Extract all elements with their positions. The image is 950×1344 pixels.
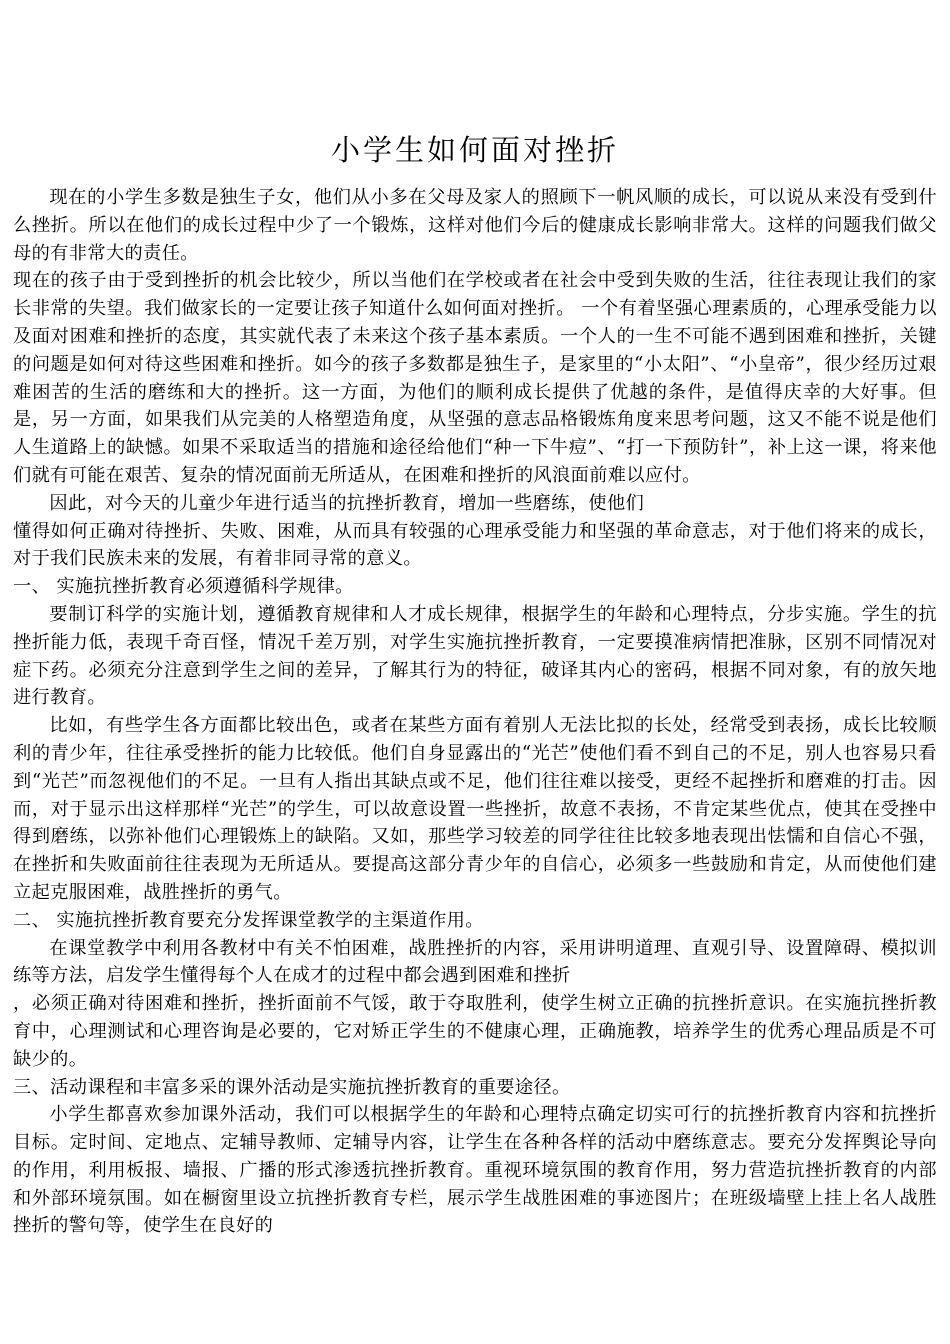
paragraph-children-setbacks: 现在的孩子由于受到挫折的机会比较少，所以当他们在学校或者在社会中受到失败的生活，往往表现让我们的家长非常的失望。我们做家长的一定要让孩子知道什么如何面对挫折。 一个有着坚强心理素质的，心理承受能力以及面对困难和挫折的态度，其实就代表了未来这个孩子基本素质。一个人的一生不可能不遇到困难和挫折，关键的问题是如何对待这些困难和挫折。如今的孩子多数都是独生子，是家里的“小太阳”、“小皇帝”，很少经历过艰难困苦的生活的磨练和大的挫折。这一方面，为他们的顺利成长提供了优越的条件，是值得庆幸的大好事。但是，另一方面，如果我们从完美的人格塑造角度，从坚强的意志品格锻炼角度来思考问题，这又不能不说是他们人生道路上的缺憾。如果不采取适当的措施和途径给他们“种一下牛痘”、“打一下预防针”，补上这一课，将来他们就有可能在艰苦、复杂的情况面前无所适从，在困难和挫折的风浪面前难以应付。 — [13, 270, 937, 486]
document-page — [13, 128, 937, 1240]
paragraph-example: 比如，有些学生各方面都比较出色，或者在某些方面有着别人无法比拟的长处，经常受到表扬，成长比较顺利的青少年，往往承受挫折的能力比较低。他们自身显露出的“光芒”使他们看不到自己的不足，别人也容易只看到“光芒”而忽视他们的不足。一旦有人指出其缺点或不足，他们往往难以接受，更经不起挫折和磨难的打击。因而，对于显示出这样那样“光芒”的学生，可以故意设置一些挫折，故意不表扬，不肯定某些优点，使其在受挫中得到磨练，以弥补他们心理锻炼上的缺陷。又如，那些学习较差的同学往往比较多地表现出怯懦和自信心不强，在挫折和失败面前往往表现为无所适从。要提高这部分青少年的自信心，必须多一些鼓励和肯定，从而使他们建立起克服困难，战胜挫折的勇气。 — [13, 715, 937, 903]
document-title: 小学生如何面对挫折 — [330, 133, 619, 167]
paragraph-significance: 懂得如何正确对待挫折、失败、困难，从而具有较强的心理承受能力和坚强的革命意志，对于他们将来的成长，对于我们民族未来的发展，有着非同寻常的意义。 — [13, 520, 937, 570]
paragraph-intro: 现在的小学生多数是独生子女，他们从小多在父母及家人的照顾下一帆风顺的成长，可以说从来没有受到什么挫折。所以在他们的成长过程中少了一个锻炼，这样对他们今后的健康成长影响非常大。这样的问题我们做父母的有非常大的责任。 — [13, 187, 937, 264]
paragraph-activities: 小学生都喜欢参加课外活动，我们可以根据学生的年龄和心理特点确定切实可行的抗挫折教育内容和抗挫折目标。定时间、定地点、定辅导教师、定辅导内容，让学生在各种各样的活动中磨练意志。要充分发挥舆论导向的作用，利用板报、墙报、广播的形式渗透抗挫折教育。重视环境氛围的教育作用，努力营造抗挫折教育的内部和外部环境氛围。如在橱窗里设立抗挫折教育专栏，展示学生战胜困难的事迹图片；在班级墙壁上挂上名人战胜挫折的警句等，使学生在良好的 — [13, 1104, 937, 1237]
section-heading-1: 一、 实施抗挫折教育必须遵循科学规律。 — [13, 576, 354, 598]
paragraph-plan: 要制订科学的实施计划，遵循教育规律和人才成长规律，根据学生的年龄和心理特点，分步实施。学生的抗挫折能力低，表现千奇百怪，情况千差万别，对学生实施抗挫折教育，一定要摸准病情把准脉，区别不同情况对症下药。必须充分注意到学生之间的差异，了解其行为的特征，破译其内心的密码，根据不同对象，有的放矢地进行教育。 — [13, 603, 937, 709]
section-heading-3: 三、活动课程和丰富多采的课外活动是实施抗挫折教育的重要途径。 — [13, 1076, 571, 1098]
paragraph-therefore: 因此，对今天的儿童少年进行适当的抗挫折教育，增加一些磨练，使他们 — [49, 492, 645, 514]
section-heading-2: 二、 实施抗挫折教育要充分发挥课堂教学的主渠道作用。 — [13, 909, 484, 931]
paragraph-classroom: 在课堂教学中利用各教材中有关不怕困难，战胜挫折的内容，采用讲明道理、直观引导、设置障碍、模拟训练等方法，启发学生懂得每个人在成才的过程中都会遇到困难和挫折 — [13, 937, 937, 987]
paragraph-classroom-cont: ，必须正确对待困难和挫折，挫折面前不气馁，敢于夺取胜利，使学生树立正确的抗挫折意识。在实施抗挫折教育中，心理测试和心理咨询是必要的，它对矫正学生的不健康心理，正确施教，培养学生的优秀心理品质是不可缺少的。 — [13, 993, 937, 1070]
